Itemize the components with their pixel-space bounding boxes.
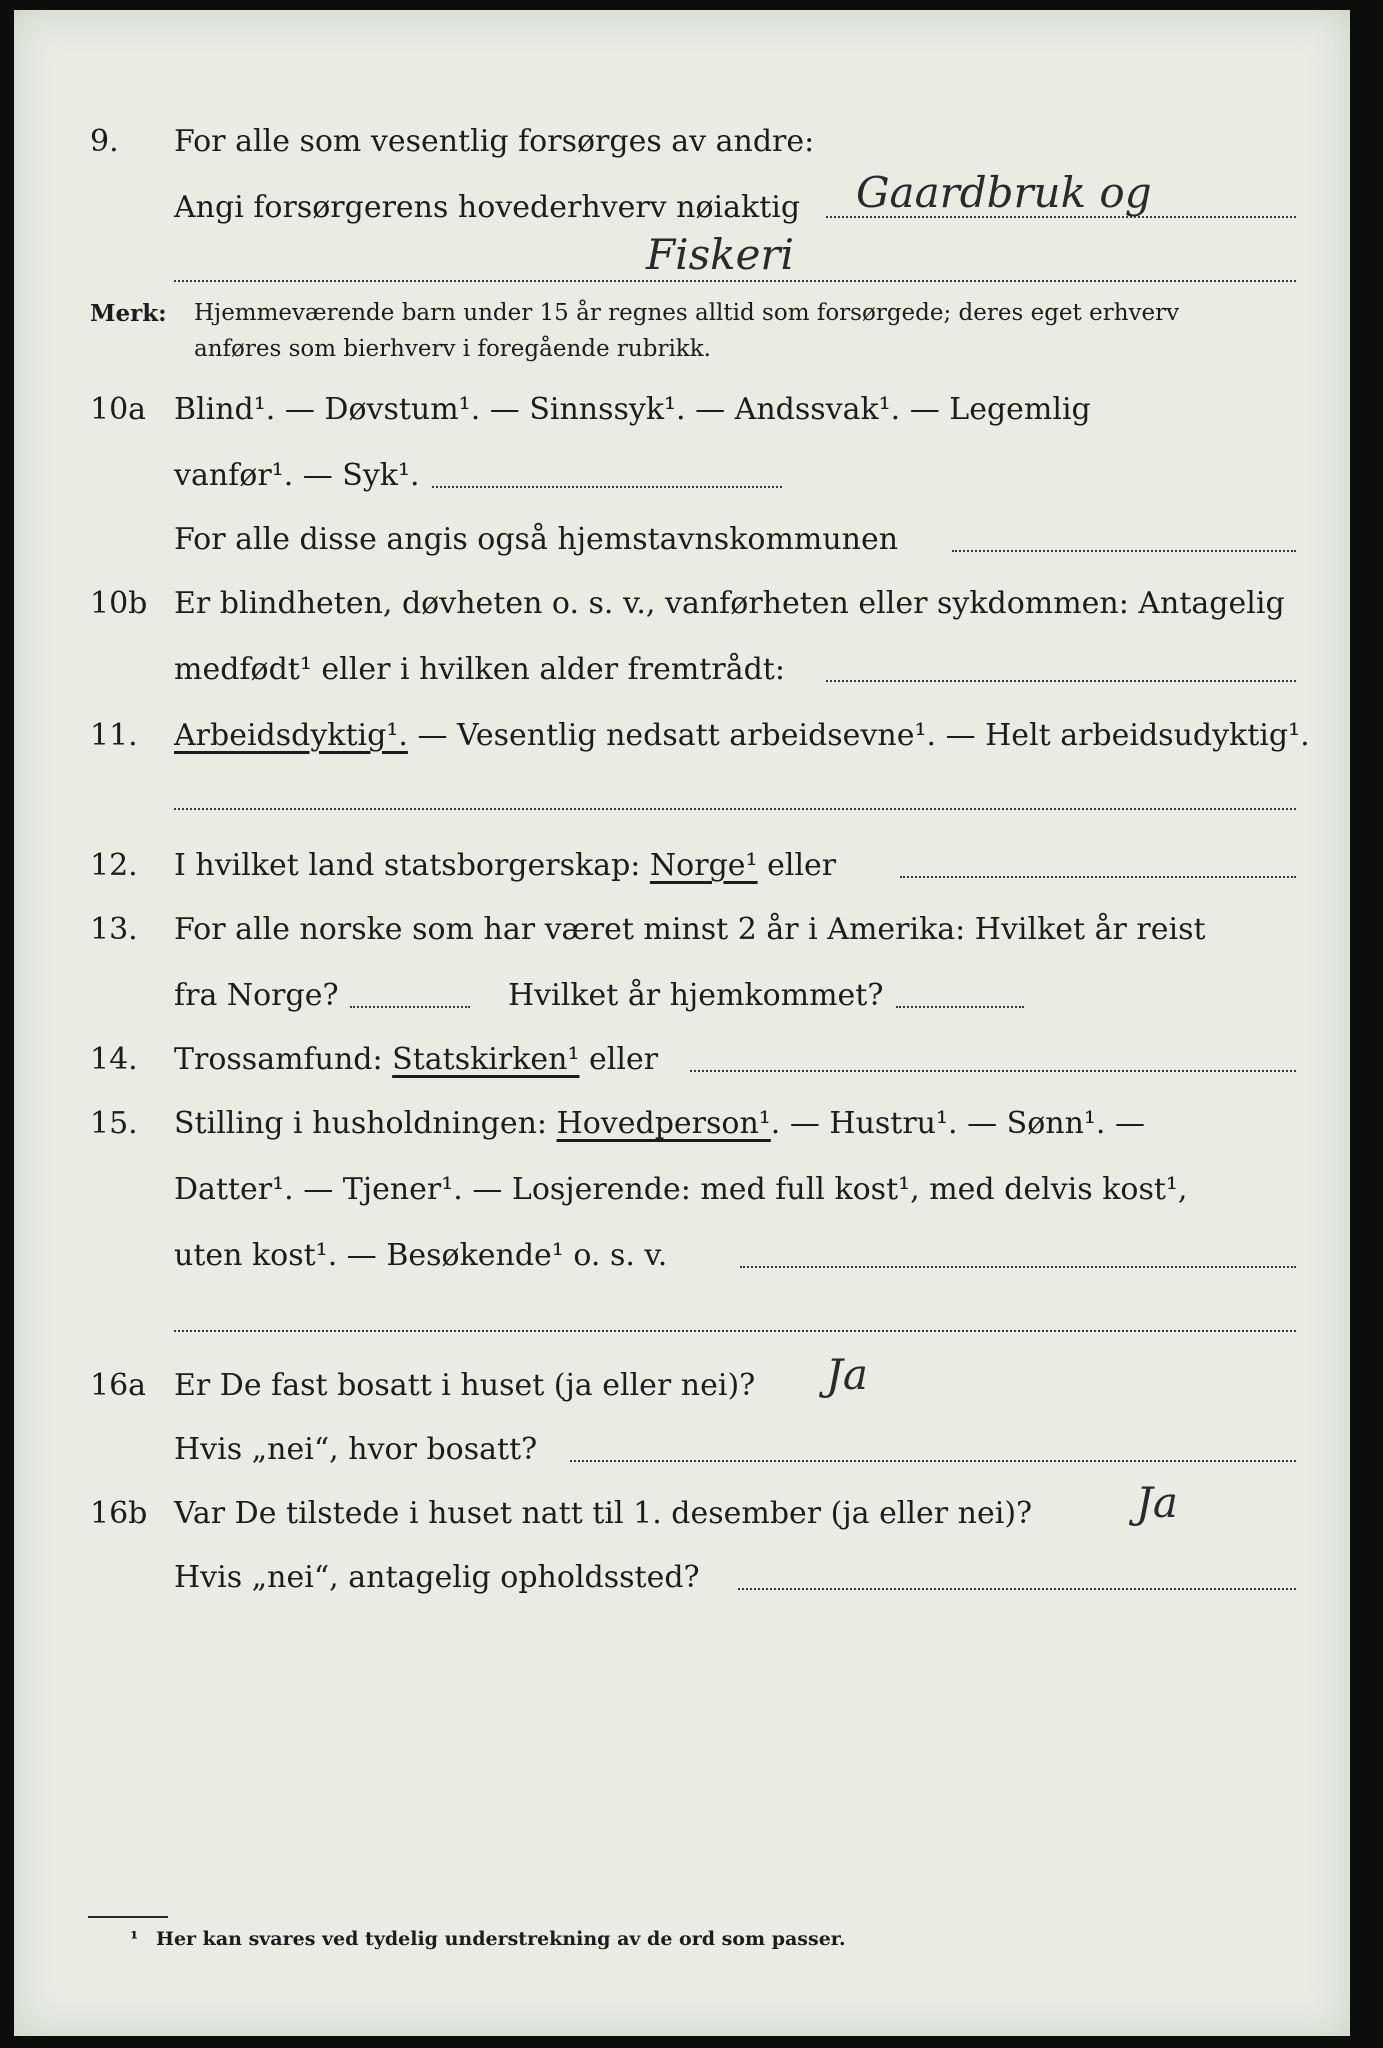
q13-return-line[interactable] bbox=[896, 1006, 1024, 1008]
q12-text: I hvilket land statsborgerskap: bbox=[174, 848, 650, 883]
footnote-text: Her kan svares ved tydelig understrekning av de ord som passer. bbox=[156, 1928, 846, 1950]
q9-text: For alle som vesentlig forsørges av andre: bbox=[174, 124, 815, 159]
q10a-text-1: Blind¹. — Døvstum¹. — Sinnssyk¹. — Andssvak¹. — Legemlig bbox=[174, 392, 1091, 427]
q16b-text-2: Hvis „nei“, antagelig opholdssted? bbox=[174, 1560, 700, 1595]
q15-option-selected[interactable]: Hovedperson¹ bbox=[556, 1106, 771, 1141]
q12-post: eller bbox=[757, 848, 837, 883]
footnote-mark: ¹ bbox=[130, 1928, 139, 1950]
q16b-number: 16b bbox=[90, 1496, 148, 1531]
q16b-handwritten-answer: Ja bbox=[1136, 1478, 1178, 1527]
q15-options-3: uten kost¹. — Besøkende¹ o. s. v. bbox=[174, 1238, 668, 1273]
q9-handwritten-answer-1: Gaardbruk og bbox=[856, 168, 1152, 217]
q13-departure-line[interactable] bbox=[350, 1006, 470, 1008]
q10b-answer-line[interactable] bbox=[826, 680, 1296, 682]
q9-occupation-label: Angi forsørgerens hovederhverv nøiaktig bbox=[174, 190, 801, 225]
q14-answer-line[interactable] bbox=[690, 1070, 1296, 1072]
q14-text: Trossamfund: bbox=[174, 1042, 393, 1077]
q16a-answer-line[interactable] bbox=[570, 1460, 1296, 1462]
q10b-text-2: medfødt¹ eller i hvilken alder fremtrådt: bbox=[174, 652, 785, 687]
q10b-number: 10b bbox=[90, 586, 148, 621]
q16a-text-2: Hvis „nei“, hvor bosatt? bbox=[174, 1432, 538, 1467]
q9-answer-line-2[interactable] bbox=[174, 280, 1296, 282]
q11-number: 11. bbox=[90, 718, 138, 753]
q13-text-2a: fra Norge? bbox=[174, 978, 339, 1013]
q10a-hometown-line[interactable] bbox=[952, 550, 1296, 552]
q15-answer-line-2[interactable] bbox=[174, 1330, 1296, 1332]
q9-number: 9. bbox=[90, 124, 119, 159]
footnote-rule bbox=[88, 1916, 168, 1918]
q10a-answer-line[interactable] bbox=[432, 486, 782, 488]
q16b-answer-line[interactable] bbox=[738, 1588, 1296, 1590]
q14-post: eller bbox=[579, 1042, 659, 1077]
q11-option-selected[interactable]: Arbeidsdyktig¹. bbox=[174, 718, 408, 753]
merk-label: Merk: bbox=[90, 300, 167, 327]
q15-options-2: Datter¹. — Tjener¹. — Losjerende: med full kost¹, med delvis kost¹, bbox=[174, 1172, 1188, 1207]
q13-text-1: For alle norske som har været minst 2 år i Amerika: Hvilket år reist bbox=[174, 912, 1206, 947]
merk-text-2: anføres som bierhverv i foregående rubrikk. bbox=[194, 336, 711, 362]
q10a-number: 10a bbox=[90, 392, 147, 427]
q16b-text-1: Var De tilstede i huset natt til 1. desember (ja eller nei)? bbox=[174, 1496, 1033, 1531]
q15-text: Stilling i husholdningen: bbox=[174, 1106, 557, 1141]
q13-number: 13. bbox=[90, 912, 138, 947]
q11-answer-line[interactable] bbox=[174, 808, 1296, 810]
q11-options: — Vesentlig nedsatt arbeidsevne¹. — Helt arbeidsudyktig¹. bbox=[407, 718, 1310, 753]
q14-option-selected[interactable]: Statskirken¹ bbox=[392, 1042, 580, 1077]
q16a-handwritten-answer: Ja bbox=[826, 1350, 868, 1399]
q15-answer-line[interactable] bbox=[740, 1266, 1296, 1268]
q16a-text-1: Er De fast bosatt i huset (ja eller nei)? bbox=[174, 1368, 756, 1403]
q14-number: 14. bbox=[90, 1042, 138, 1077]
q10a-text-2: vanfør¹. — Syk¹. bbox=[174, 458, 420, 493]
merk-text-1: Hjemmeværende barn under 15 år regnes alltid som forsørgede; deres eget erhverv bbox=[194, 300, 1180, 326]
q10a-text-3: For alle disse angis også hjemstavnskommunen bbox=[174, 522, 899, 557]
q12-option-selected[interactable]: Norge¹ bbox=[649, 848, 758, 883]
q10b-text-1: Er blindheten, døvheten o. s. v., vanførheten eller sykdommen: Antagelig bbox=[174, 586, 1285, 621]
q16a-number: 16a bbox=[90, 1368, 147, 1403]
q9-handwritten-answer-2: Fiskeri bbox=[646, 230, 794, 279]
q15-options-1: . — Hustru¹. — Sønn¹. — bbox=[770, 1106, 1145, 1141]
q13-text-2b: Hvilket år hjemkommet? bbox=[508, 978, 884, 1013]
q12-answer-line[interactable] bbox=[900, 876, 1296, 878]
q12-number: 12. bbox=[90, 848, 138, 883]
q15-number: 15. bbox=[90, 1106, 138, 1141]
